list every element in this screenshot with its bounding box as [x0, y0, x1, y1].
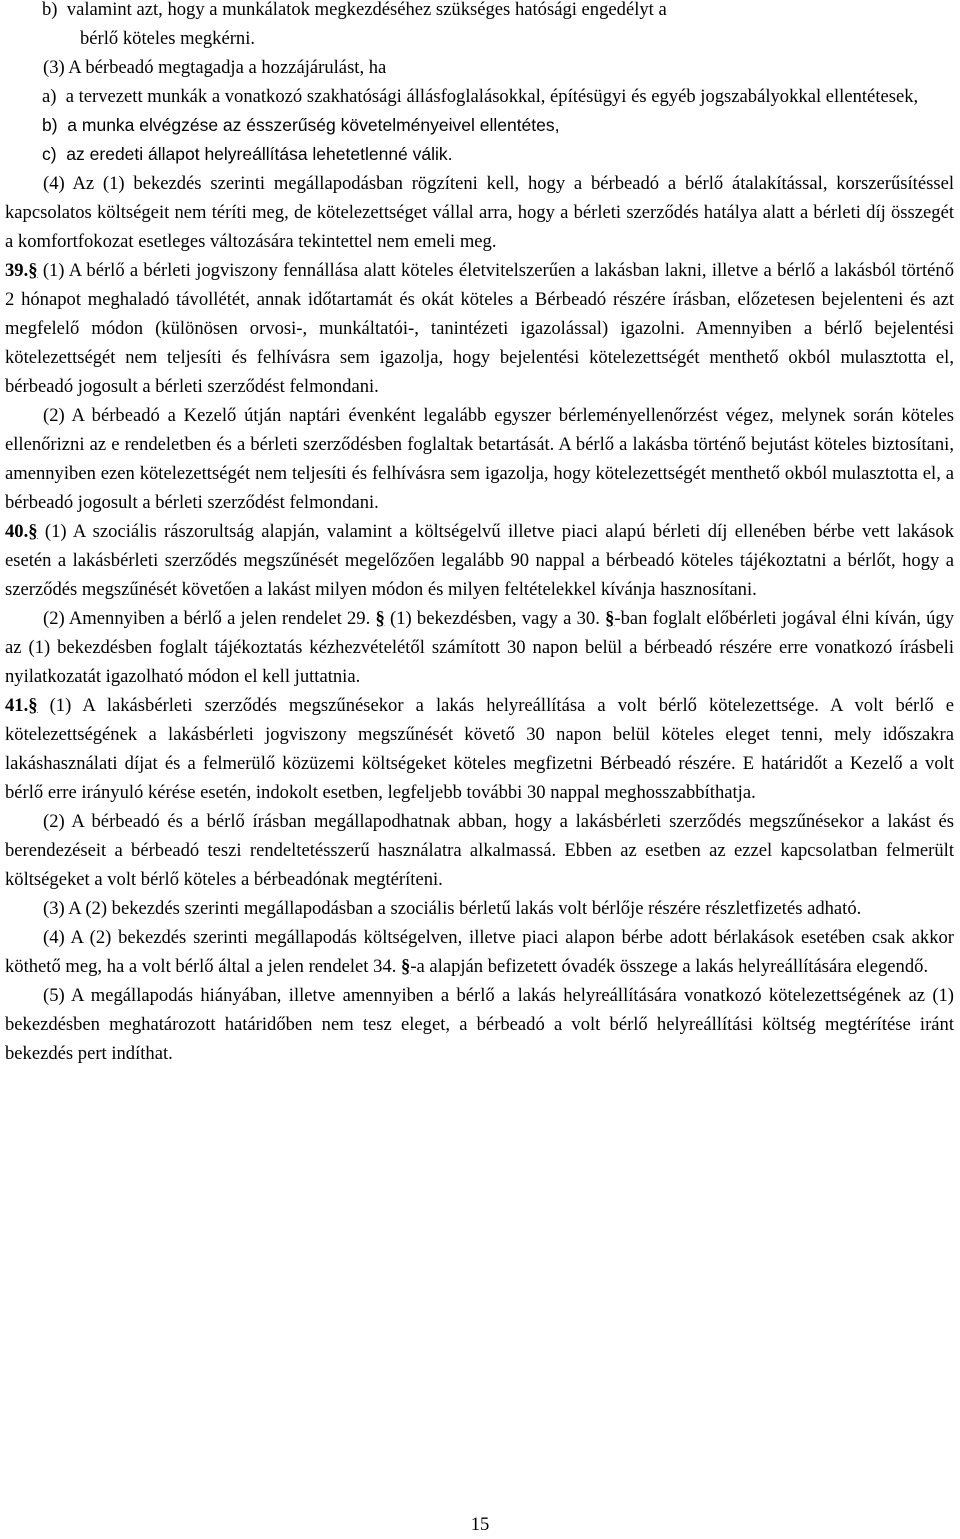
section-41-symbol: §: [28, 695, 38, 716]
section-41-paragraph-4: [5, 923, 954, 981]
section-40-number: 40.: [5, 521, 29, 542]
section-40-paragraph-2: [5, 604, 954, 691]
section-34-symbol: §: [401, 956, 411, 977]
section-41-text-4a: (4) A (2) bekezdés szerinti megállapodás költségelven, illetve piaci alapon bérbe adott bérlakások esetében csak akkor köthető meg, ha a volt bérlő által a jelen rendelet 34.: [5, 927, 954, 977]
section-39-text-1: (1) A bérlő a bérleti jogviszony fennállása alatt köteles életvitelszerűen a lakásban lakni, illetve a bérlő a lakásból történő 2 hónapot meghaladó távollétét, annak időtartamát és okát köteles a Bérbeadó részére írásban, előzetesen bejelenteni és azt megfelelő módon (különösen orvosi-, munkáltatói-, tanintézeti igazolással) igazolni. Amennyiben a bérlő bejelentési kötelezettségét nem teljesíti és felhívásra sem igazolja, hogy bejelentési kötelezettségét menthető okból mulasztotta el, bérbeadó jogosult a bérleti szerződést felmondani.: [5, 260, 954, 397]
section-40-symbol: §: [28, 521, 38, 542]
section-30-symbol: §: [605, 608, 615, 629]
list-item-b-permit-line1: b) valamint azt, hogy a munkálatok megkezdéséhez szükséges hatósági engedélyt a: [42, 0, 667, 20]
section-39-number: 39.: [5, 260, 29, 281]
section-40-text-2c: -ban foglalt előbérleti jogával élni kíván, úgy az (1) bekezdésben foglalt tájékoztatás kézhezvételétől számított 30 napon belül a bérbeadó részére erre vonatkozó írásbeli nyilatkozatát igazolható módon el kell juttatnia.: [5, 608, 954, 687]
list-item-c-restoration: c) az eredeti állapot helyreállítása lehetetlenné válik.: [42, 144, 453, 164]
section-40-text-2a: (2) Amennyiben a bérlő a jelen rendelet 29.: [43, 608, 376, 629]
document-page: [5, 0, 954, 1068]
section-40-paragraph-1: [5, 517, 954, 604]
section-41-text-1: (1) A lakásbérleti szerződés megszűnésekor a lakás helyreállítása a volt bérlő kötelezettsége. A volt bérlő e kötelezettségének a lakásbérleti jogviszony megszűnését követő 30 napon belül köteles eleget tenni, mely időszakra lakáshasználati díjat és a felmerülő közüzemi költségeket köteles megfizetni Bérbeadó részére. E határidőt a Kezelő a volt bérlő erre irányuló kérése esetén, indokolt esetben, legfeljebb további 30 nappal meghosszabbíthatja.: [5, 695, 954, 803]
section-41-paragraph-3: (3) A (2) bekezdés szerinti megállapodásban a szociális bérletű lakás volt bérlője részére részletfizetés adható.: [43, 898, 862, 919]
section-41-paragraph-2: (2) A bérbeadó és a bérlő írásban megállapodhatnak abban, hogy a lakásbérleti szerződés megszűnésekor a lakást és berendezéseit a bérbeadó teszi rendeltetésszerű használatra alkalmassá. Ebben az esetben az ezzel kapcsolatban felmerült költségeket a volt bérlő köteles a bérbeadónak megtéríteni.: [5, 811, 954, 890]
list-item-b-reasonableness: b) a munka elvégzése az ésszerűség követelményeivel ellentétes,: [42, 115, 560, 135]
section-41-text-4b: -a alapján befizetett óvadék összege a lakás helyreállítására elegendő.: [410, 956, 929, 977]
list-item-b-permit-line2: bérlő köteles megkérni.: [80, 28, 256, 49]
page-number: 15: [470, 1514, 490, 1535]
section-39-paragraph-1: [5, 256, 954, 401]
section-29-symbol: §: [375, 608, 385, 629]
paragraph-3-heading: (3) A bérbeadó megtagadja a hozzájárulást, ha: [43, 57, 387, 78]
section-39-symbol: §: [28, 260, 38, 281]
section-41-number: 41.: [5, 695, 29, 716]
list-item-a-regulations: a) a tervezett munkák a vonatkozó szakhatósági állásfoglalásokkal, építésügyi és egyéb jogszabályokkal ellentétesek,: [42, 86, 919, 107]
section-40-text-1: (1) A szociális rászorultság alapján, valamint a költségelvű illetve piaci alapú bérleti díj ellenében bérbe vett lakások esetén a lakásbérleti szerződés megszűnését megelőzően legalább 90 nappal a bérbeadó köteles tájékoztatni a bérlőt, hogy a szerződés megszűnését követően a lakást milyen módon és milyen feltételekkel kívánja hasznosítani.: [5, 521, 954, 600]
list-item-b-permit: [5, 0, 954, 53]
section-39-paragraph-2: (2) A bérbeadó a Kezelő útján naptári évenként legalább egyszer bérleményellenőrzést végez, melynek során köteles ellenőrizni az e rendeletben és a bérleti szerződésben foglaltak betartását. A bérlő a lakásba történő bejutást köteles biztosítani, amennyiben ezen kötelezettségét nem teljesíti és felhívásra sem igazolja, hogy kötelezettségét menthető okból mulasztotta el, a bérbeadó jogosult a bérleti szerződést felmondani.: [5, 405, 954, 513]
section-40-text-2b: (1) bekezdésben, vagy a 30.: [384, 608, 606, 629]
section-41-paragraph-1: [5, 691, 954, 807]
paragraph-4: (4) Az (1) bekezdés szerinti megállapodásban rögzíteni kell, hogy a bérbeadó a bérlő átalakítással, korszerűsítéssel kapcsolatos költségeit nem téríti meg, de kötelezettséget vállal arra, hogy a bérleti szerződés hatálya alatt a bérleti díj összegét a komfortfokozat esetleges változására tekintettel nem emeli meg.: [5, 173, 954, 252]
section-41-paragraph-5: (5) A megállapodás hiányában, illetve amennyiben a bérlő a lakás helyreállítására vonatkozó kötelezettségének az (1) bekezdésben meghatározott határidőben nem tesz eleget, a bérbeadó a volt bérlő helyreállítási költség megtérítése iránt bekezdés pert indíthat.: [5, 985, 954, 1064]
